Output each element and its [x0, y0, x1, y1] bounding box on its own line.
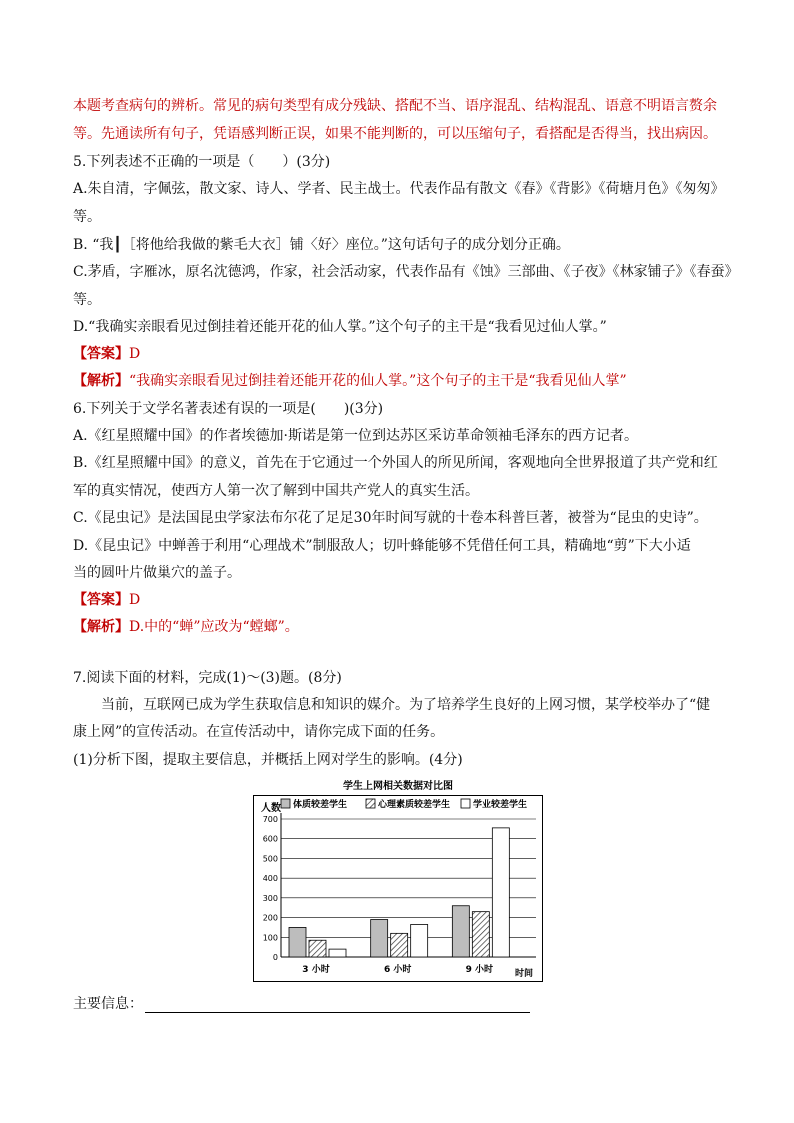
main-info-label: 主要信息：: [73, 996, 143, 1012]
bar-2: [309, 940, 326, 957]
q5-analysis: [73, 372, 627, 390]
x-axis-label: 时间: [515, 969, 534, 979]
q7-paragraph-line2: 康上网”的宣传活动。在宣传活动中，请你完成下面的任务。: [73, 724, 445, 740]
answer-value: D: [129, 592, 141, 608]
y-tick-label: 300: [262, 893, 278, 903]
legend-swatch: [281, 799, 290, 808]
q5-option-a-line1: A.朱自清，字佩弦，散文家、诗人、学者、民主战士。代表作品有散文《春》《背影》《荷塘月色》《匆匆》: [73, 181, 725, 197]
q6-option-c: C.《昆虫记》是法国昆虫学家法布尔花了足足30年时间写就的十卷本科普巨著，被誉为“昆虫的史诗”。: [73, 510, 708, 526]
q7-paragraph-line1: 当前，互联网已成为学生获取信息和知识的媒介。为了培养学生良好的上网习惯，某学校举办了“健: [101, 697, 711, 713]
answer-value: D: [129, 346, 141, 362]
x-tick-label: 9 小时: [465, 965, 494, 975]
y-tick-label: 100: [262, 933, 278, 943]
answer-tag: 【答案】: [73, 346, 129, 362]
bar-3: [329, 949, 346, 957]
q7-sub1: (1)分析下图，提取主要信息，并概括上网对学生的影响。(4分): [73, 752, 463, 768]
analysis-text: D.中的“蝉”应改为“螳螂”。: [129, 619, 299, 635]
legend-label: 体质较差学生: [293, 800, 348, 810]
q6-option-b-line1: B.《红星照耀中国》的意义，首先在于它通过一个外国人的所见所闻，客观地向全世界报道了共产党和红: [73, 455, 718, 471]
y-axis-label: 人数: [261, 803, 281, 814]
q6-option-b-line2: 军的真实情况，使西方人第一次了解到中国共产党人的真实生活。: [73, 483, 479, 499]
bar-1: [289, 927, 306, 957]
y-tick-label: 600: [262, 834, 278, 844]
q5-stem: 5.下列表述不正确的一项是（ ）(3分): [73, 154, 331, 170]
q5-option-d: D.“我确实亲眼看见过倒挂着还能开花的仙人掌。”这个句子的主干是“我看见过仙人掌。”: [73, 319, 607, 335]
bar-2: [472, 912, 489, 957]
y-tick-label: 700: [262, 815, 278, 824]
y-tick-label: 500: [262, 854, 278, 864]
q7-stem: 7.阅读下面的材料，完成(1)～(3)题。(8分): [73, 670, 342, 686]
q6-stem: 6.下列关于文学名著表述有误的一项是( )(3分): [73, 401, 384, 417]
main-info-row: [73, 995, 530, 1013]
bar-2: [391, 933, 408, 957]
intro-line-1: 本题考查病句的辨析。常见的病句类型有成分残缺、搭配不当、语序混乱、结构混乱、语意不明语言赘余: [73, 98, 717, 114]
y-tick-label: 400: [262, 874, 278, 884]
y-tick-label: 200: [262, 913, 278, 923]
legend-label: 心理素质较差学生: [378, 800, 451, 810]
legend-label: 学业较差学生: [473, 800, 528, 810]
main-info-answer-blank[interactable]: [145, 998, 530, 1013]
q5-option-c-line1: C.茅盾，字雁冰，原名沈德鸿，作家，社会活动家，代表作品有《蚀》三部曲、《子夜》《林家铺子》《春蚕》: [73, 264, 739, 280]
q6-answer: [73, 591, 140, 609]
bar-chart: [253, 777, 543, 982]
intro-line-2: 等。先通读所有句子，凭语感判断正误，如果不能判断的，可以压缩句子，看搭配是否得当，找出病因。: [73, 126, 717, 142]
answer-tag: 【答案】: [73, 592, 129, 608]
bar-3: [411, 924, 428, 957]
bar-1: [452, 906, 469, 957]
analysis-tag: 【解析】: [73, 373, 129, 389]
y-tick-label: 0: [272, 953, 278, 962]
q5-option-b: B. “我┃［将他给我做的紫毛大衣］铺〈好〉座位。”这句话句子的成分划分正确。: [73, 237, 570, 253]
q5-option-a-line2: 等。: [73, 209, 101, 225]
q6-option-d-line1: D.《昆虫记》中蝉善于利用“心理战术”制服敌人；切叶蜂能够不凭借任何工具，精确地“剪”下大小适: [73, 538, 691, 554]
q6-analysis: [73, 618, 299, 636]
bar-3: [492, 828, 509, 957]
analysis-tag: 【解析】: [73, 619, 129, 635]
q6-option-d-line2: 当的圆叶片做巢穴的盖子。: [73, 565, 241, 581]
q6-option-a: A.《红星照耀中国》的作者埃德加·斯诺是第一位到达苏区采访革命领袖毛泽东的西方记者。: [73, 428, 639, 444]
analysis-text: “我确实亲眼看见过倒挂着还能开花的仙人掌。”这个句子的主干是“我看见仙人掌”: [129, 373, 627, 389]
bar-1: [371, 920, 388, 957]
q5-option-c-line2: 等。: [73, 292, 101, 308]
legend-swatch: [461, 799, 470, 808]
q5-answer: [73, 345, 140, 363]
legend-swatch: [366, 799, 375, 808]
x-tick-label: 3 小时: [302, 965, 330, 975]
chart-title: 学生上网相关数据对比图: [343, 781, 453, 792]
x-tick-label: 6 小时: [383, 965, 412, 975]
